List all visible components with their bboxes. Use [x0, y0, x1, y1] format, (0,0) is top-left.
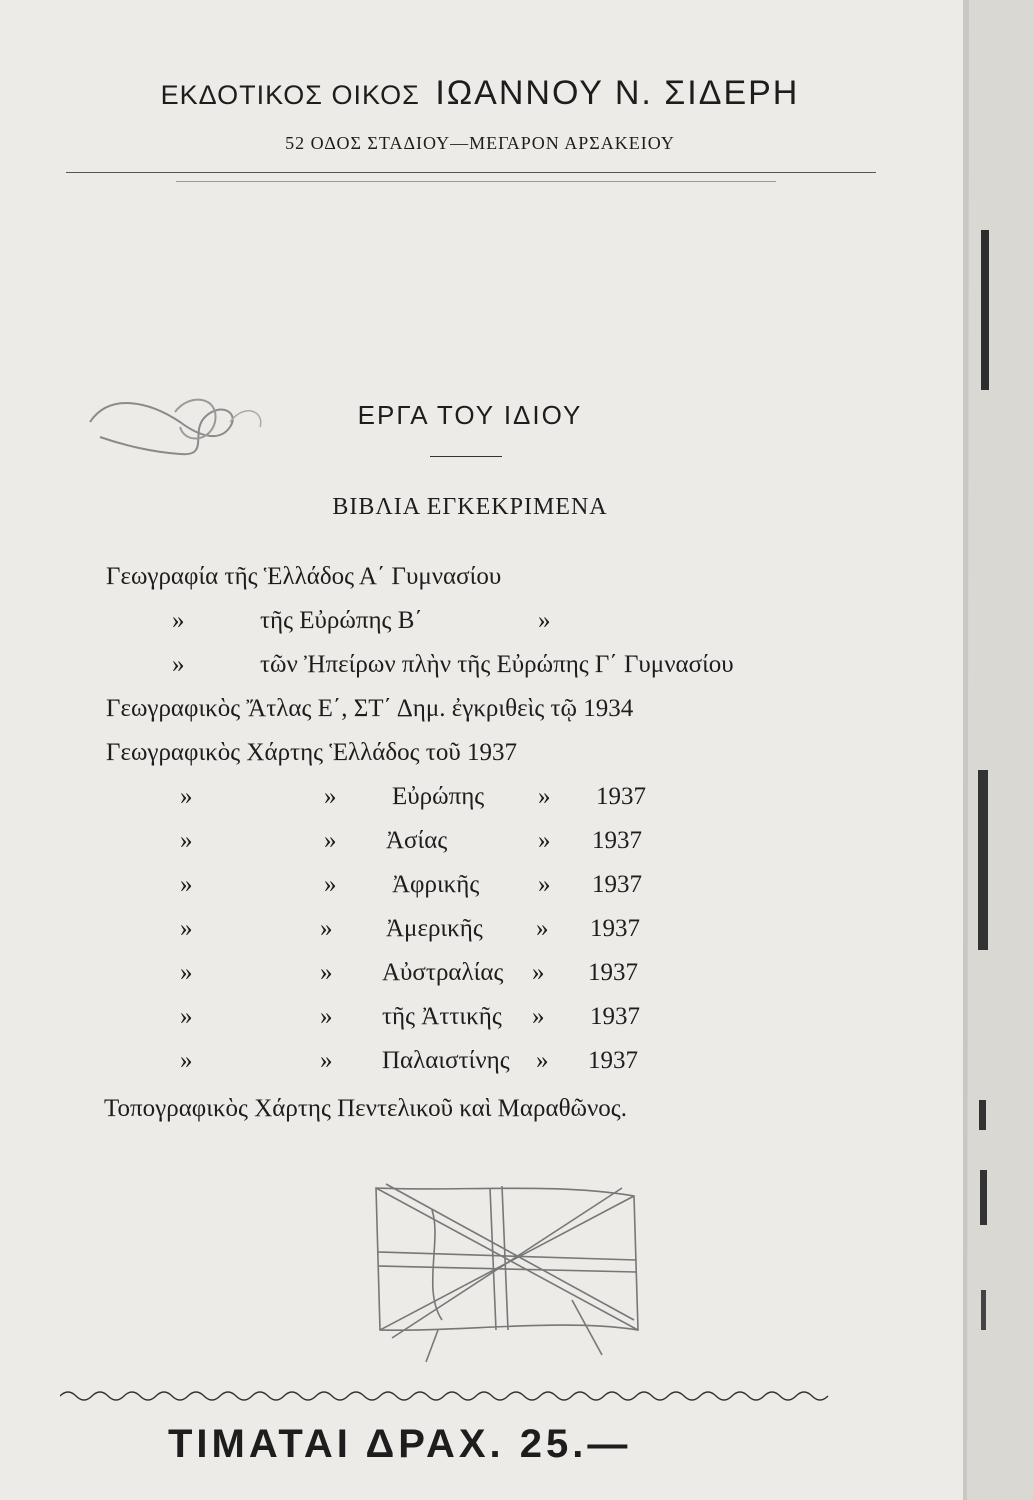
wavy-separator-line	[60, 1384, 890, 1408]
ditto-mark: »	[532, 959, 545, 986]
map-year: 1937	[590, 915, 640, 942]
map-name: Παλαιστίνης	[382, 1047, 510, 1074]
ditto-mark: »	[324, 871, 337, 898]
work-title: τῆς Εὐρώπης Β΄	[260, 607, 423, 634]
ditto-mark: »	[324, 783, 337, 810]
publisher-name: ΙΩΑΝΝΟΥ Ν. ΣΙΔΕΡΗ	[435, 74, 800, 112]
publisher-heading	[0, 74, 960, 113]
ditto-mark: »	[180, 827, 193, 854]
ditto-mark: »	[172, 651, 185, 678]
work-line	[106, 650, 906, 680]
works-title: ΕΡΓΑ ΤΟΥ ΙΔΙΟΥ	[357, 400, 583, 430]
map-name: Αὐστραλίας	[382, 959, 504, 986]
map-year: 1937	[588, 959, 638, 986]
binding-spine-edge	[963, 0, 1033, 1500]
ditto-mark: »	[320, 1047, 333, 1074]
work-line: Γεωγραφικὸς Ἄτλας Ε΄, ΣΤ΄ Δημ. ἐγκριθεὶς τῷ 1934	[106, 695, 634, 722]
header-rule	[66, 172, 876, 173]
map-year: 1937	[596, 783, 646, 810]
ditto-mark: »	[324, 827, 337, 854]
pencil-flag-drawing	[372, 1180, 640, 1365]
map-year: 1937	[592, 827, 642, 854]
publisher-address: 52 ΟΔΟΣ ΣΤΑΔΙΟΥ—ΜΕΓΑΡΟΝ ΑΡΣΑΚΕΙΟΥ	[285, 133, 675, 153]
ditto-mark: »	[180, 783, 193, 810]
header-rule-secondary	[176, 181, 776, 182]
publisher-prefix: ΕΚΔΟΤΙΚΟΣ ΟΙΚΟΣ	[160, 80, 420, 110]
ditto-mark: »	[180, 959, 193, 986]
work-line: Γεωγραφικὸς Χάρτης Ἑλλάδος τοῦ 1937	[106, 739, 517, 766]
ditto-mark: »	[536, 915, 549, 942]
map-name: Ἀμερικῆς	[386, 915, 483, 942]
map-name: Ἀσίας	[386, 827, 448, 854]
map-line	[106, 826, 906, 856]
ditto-mark: »	[180, 915, 193, 942]
ditto-mark: »	[538, 827, 551, 854]
ditto-mark: »	[538, 783, 551, 810]
ditto-mark: »	[180, 1003, 193, 1030]
ditto-mark: »	[180, 871, 193, 898]
title-underline	[430, 456, 502, 457]
ditto-mark: »	[532, 1003, 545, 1030]
work-line: Γεωγραφία τῆς Ἑλλάδος Α΄ Γυμνασίου	[106, 563, 502, 590]
map-line	[106, 870, 906, 900]
ditto-mark: »	[320, 959, 333, 986]
map-line	[106, 1002, 906, 1032]
map-year: 1937	[588, 1047, 638, 1074]
ditto-mark: »	[180, 1047, 193, 1074]
ditto-mark: »	[538, 871, 551, 898]
approved-books-heading: ΒΙΒΛΙΑ ΕΓΚΕΚΡΙΜΕΝΑ	[332, 494, 608, 520]
map-year: 1937	[592, 871, 642, 898]
map-year: 1937	[590, 1003, 640, 1030]
work-title: τῶν Ἠπείρων πλὴν τῆς Εὐρώπης Γ΄ Γυμνασίου	[260, 651, 734, 678]
map-line	[106, 914, 906, 944]
map-name: Εὐρώπης	[392, 783, 485, 810]
map-line	[106, 1046, 906, 1076]
map-name: τῆς Ἀττικῆς	[382, 1003, 502, 1030]
map-line	[106, 958, 906, 988]
map-name: Ἀφρικῆς	[392, 871, 480, 898]
ditto-mark: »	[536, 1047, 549, 1074]
ditto-mark: »	[320, 915, 333, 942]
ditto-mark: »	[172, 607, 185, 634]
ditto-mark: »	[320, 1003, 333, 1030]
work-line: Τοπογραφικὸς Χάρτης Πεντελικοῦ καὶ Μαραθῶνος.	[104, 1095, 627, 1122]
ditto-mark: »	[538, 607, 551, 634]
work-line	[106, 606, 906, 636]
map-line	[106, 782, 906, 812]
price-label: ΤΙΜΑΤΑΙ ΔΡΑΧ. 25.—	[168, 1422, 632, 1466]
